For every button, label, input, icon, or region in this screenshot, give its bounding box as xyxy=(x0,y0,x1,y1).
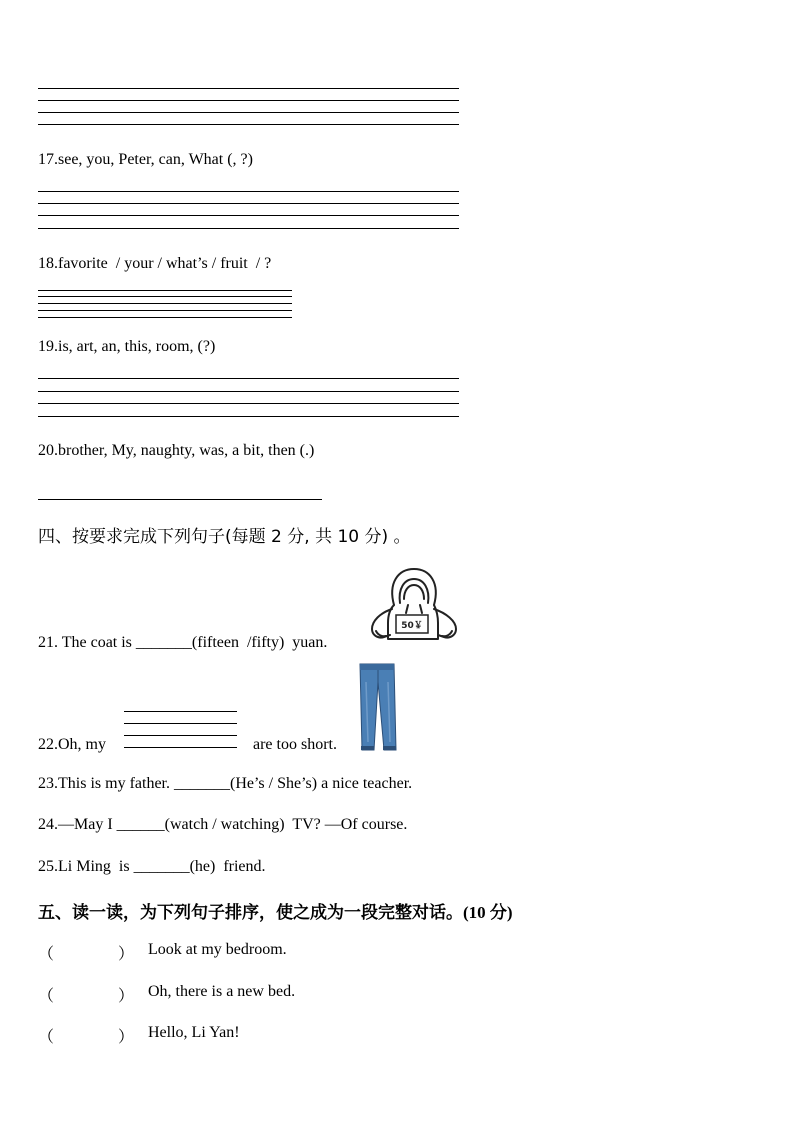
question-text: Oh, my xyxy=(58,736,106,753)
order-item xyxy=(38,983,438,1005)
open-paren: （ xyxy=(38,946,55,963)
question-text: brother, My, naughty, was, a bit, then (.) xyxy=(58,442,315,459)
answer-line xyxy=(38,100,459,101)
section-5-title xyxy=(38,898,513,923)
close-paren: ） xyxy=(118,1029,135,1046)
answer-line[interactable] xyxy=(38,191,459,192)
answer-line[interactable] xyxy=(124,747,237,748)
answer-line[interactable] xyxy=(38,310,292,311)
question-text: . The coat is _______(fifteen /fifty) yuan. xyxy=(54,634,328,651)
answer-blank[interactable] xyxy=(56,983,126,1003)
question-19 xyxy=(38,338,215,356)
answer-line[interactable] xyxy=(38,416,459,417)
question-number: 23. xyxy=(38,775,58,792)
section-4-title: 四、按要求完成下列句子(每题 2 分, 共 10 分) 。 xyxy=(38,527,411,547)
answer-line[interactable] xyxy=(38,317,292,318)
order-item xyxy=(38,1024,438,1046)
question-number: 22. xyxy=(38,736,58,753)
answer-line[interactable] xyxy=(38,290,292,291)
price-tag: 50￥ xyxy=(401,621,423,631)
question-20 xyxy=(38,442,314,460)
close-paren: ） xyxy=(118,988,135,1005)
question-24 xyxy=(38,816,407,834)
close-paren: ） xyxy=(118,946,135,963)
answer-line[interactable] xyxy=(38,215,459,216)
answer-line[interactable] xyxy=(38,403,459,404)
question-number: 19. xyxy=(38,338,58,355)
open-paren: （ xyxy=(38,988,55,1005)
question-text: Li Ming is _______(he) friend. xyxy=(58,858,266,875)
question-number: 24. xyxy=(38,816,58,833)
question-text: is, art, an, this, room, (?) xyxy=(58,338,216,355)
answer-line xyxy=(38,88,459,89)
answer-line[interactable] xyxy=(38,203,459,204)
question-number: 17. xyxy=(38,151,58,168)
answer-line xyxy=(38,112,459,113)
question-22 xyxy=(38,736,106,754)
question-22-end: are too short. xyxy=(253,736,337,753)
answer-line[interactable] xyxy=(124,723,237,724)
answer-line[interactable] xyxy=(124,735,237,736)
order-item-text: Oh, there is a new bed. xyxy=(148,983,296,1000)
question-23 xyxy=(38,775,412,793)
answer-blank[interactable] xyxy=(56,941,126,961)
answer-line[interactable] xyxy=(38,228,459,229)
answer-line[interactable] xyxy=(124,711,237,712)
answer-line[interactable] xyxy=(38,391,459,392)
section-5-title-text: 五、读一读，为下列句子排序，使之成为一段完整对话。 xyxy=(38,903,463,923)
question-17 xyxy=(38,151,253,169)
question-21 xyxy=(38,634,327,652)
coat-illustration xyxy=(368,565,460,647)
answer-line xyxy=(38,124,459,125)
order-item-text: Hello, Li Yan! xyxy=(148,1024,240,1041)
question-number: 21 xyxy=(38,634,54,651)
answer-blank[interactable] xyxy=(56,1024,126,1044)
answer-line[interactable] xyxy=(38,378,459,379)
question-number: 20. xyxy=(38,442,58,459)
jeans-illustration xyxy=(356,662,398,752)
open-paren: （ xyxy=(38,1029,55,1046)
question-18 xyxy=(38,255,271,273)
question-number: 18. xyxy=(38,255,58,272)
question-text: —May I ______(watch / watching) TV? —Of course. xyxy=(58,816,408,833)
answer-line[interactable] xyxy=(38,499,322,500)
section-5-score: (10 分) xyxy=(463,903,513,922)
order-item xyxy=(38,941,438,963)
question-text: This is my father. _______(He’s / She’s) a nice teacher. xyxy=(58,775,413,792)
answer-line[interactable] xyxy=(38,303,292,304)
question-text: favorite / your / what’s / fruit / ? xyxy=(58,255,272,272)
question-25 xyxy=(38,858,266,876)
order-item-text: Look at my bedroom. xyxy=(148,941,287,958)
answer-line[interactable] xyxy=(38,296,292,297)
question-text: see, you, Peter, can, What (, ?) xyxy=(58,151,253,168)
question-number: 25. xyxy=(38,858,58,875)
